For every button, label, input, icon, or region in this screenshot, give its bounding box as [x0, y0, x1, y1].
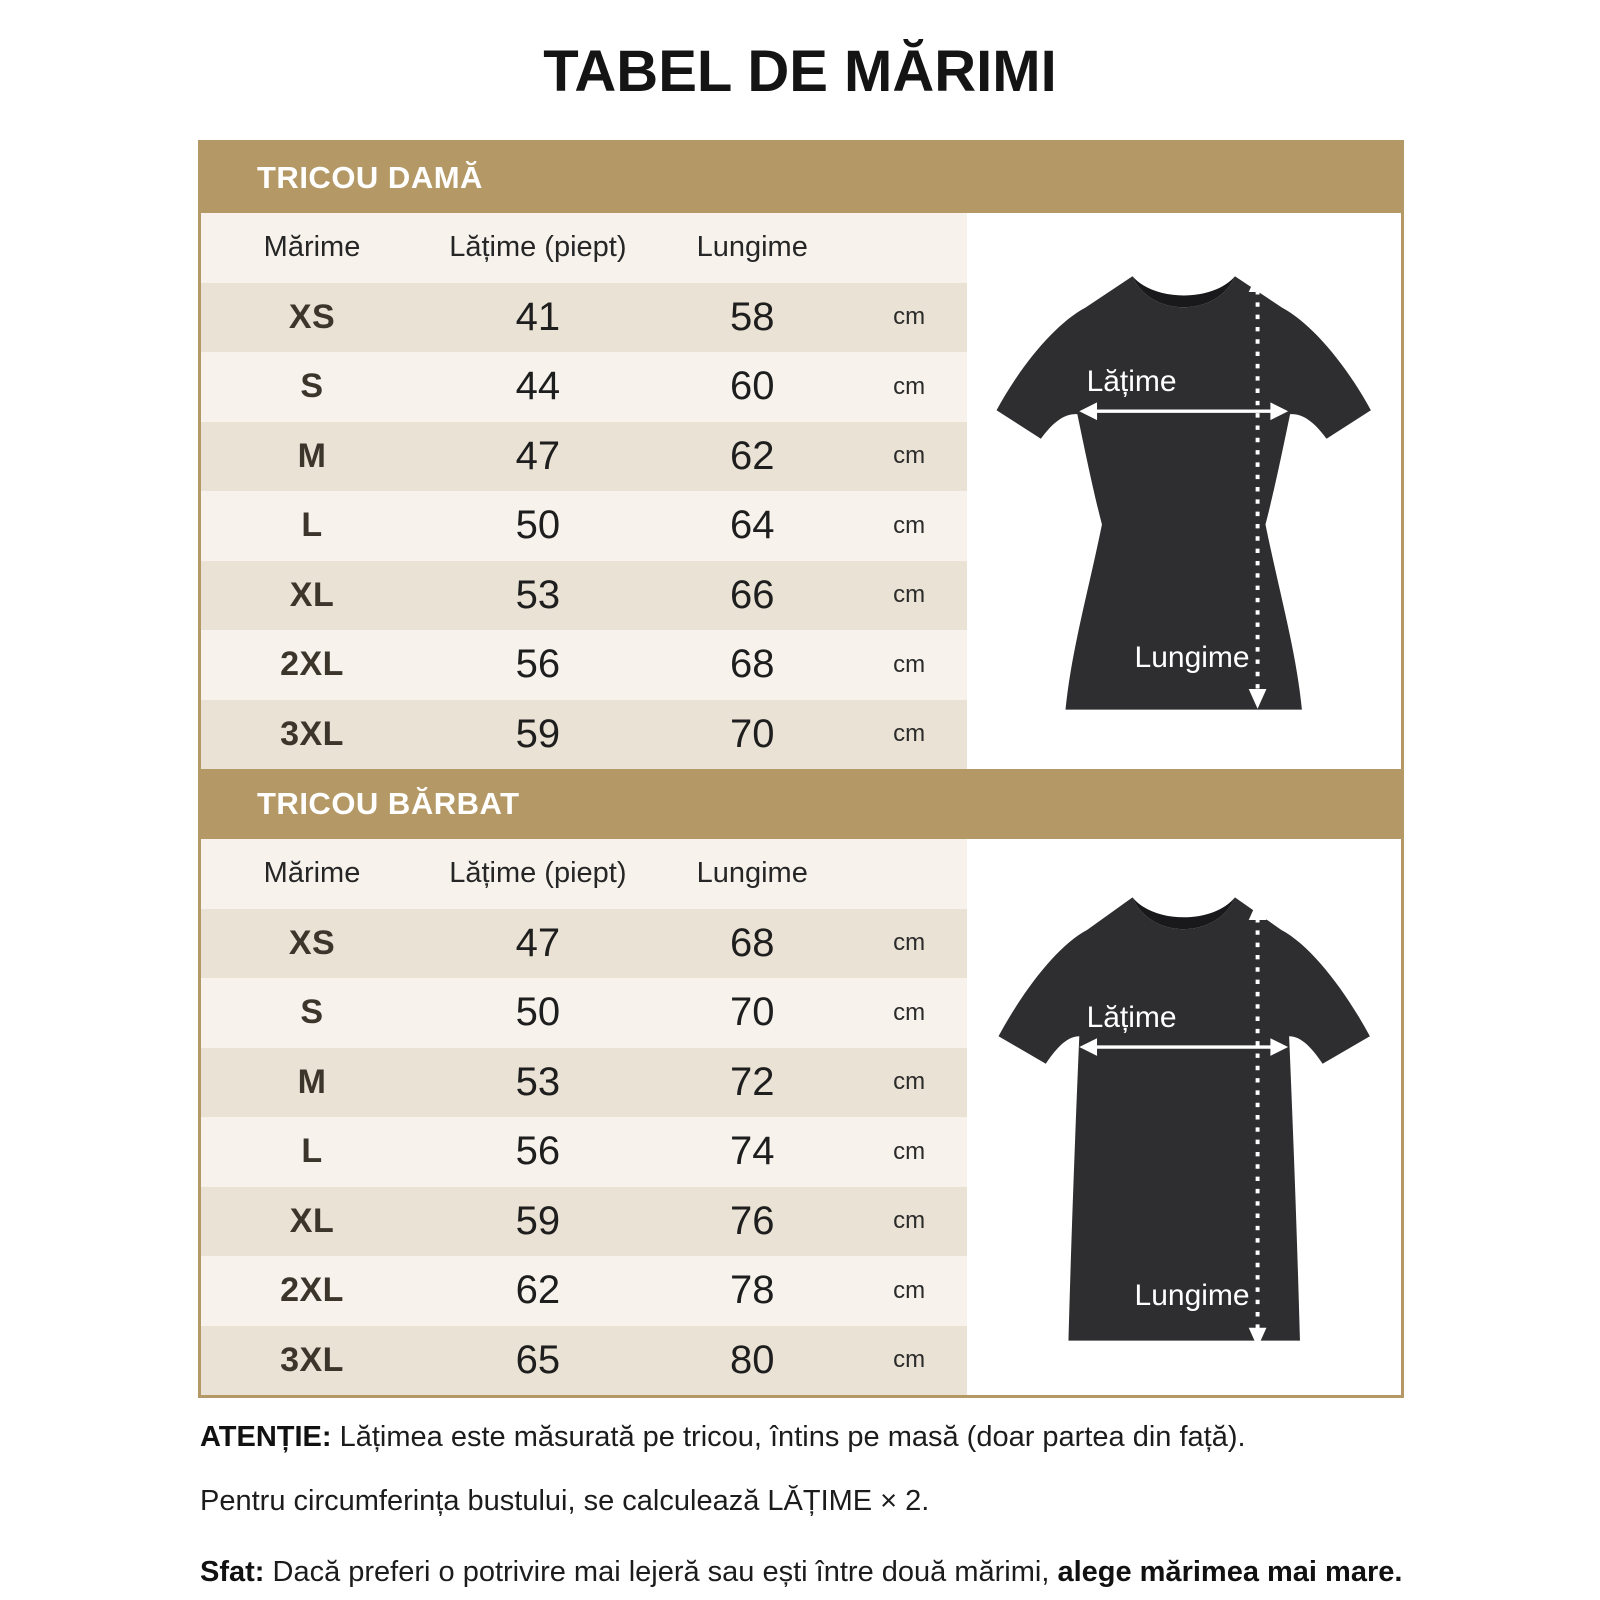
table-row	[201, 422, 967, 492]
table-row	[201, 978, 967, 1048]
length-cell: 62	[729, 433, 775, 478]
length-cell: 70	[729, 711, 775, 756]
width-cell: 62	[515, 1268, 561, 1313]
section-women	[201, 143, 1401, 769]
women-rows	[201, 213, 967, 769]
col-size: Mărime	[263, 857, 361, 890]
col-size: Mărime	[263, 231, 361, 264]
size-table	[198, 140, 1404, 1398]
column-header-row	[201, 839, 967, 909]
width-cell: 59	[515, 1198, 561, 1243]
tip-note: Sfat: Dacă preferi o potrivire mai lejeră sau ești între două mărimi, alege mărimea mai mare.	[200, 1556, 1403, 1588]
unit-cell: cm	[893, 442, 926, 470]
unit-cell: cm	[893, 511, 926, 539]
col-width: Lățime (piept)	[449, 231, 627, 264]
size-cell: XL	[289, 575, 335, 614]
table-row	[201, 1326, 967, 1396]
width-arrow-label: Lățime	[1086, 365, 1177, 398]
table-row	[201, 283, 967, 353]
unit-cell: cm	[893, 372, 926, 400]
width-arrow-label: Lățime	[1086, 1001, 1177, 1034]
table-row	[201, 909, 967, 979]
length-cell: 76	[729, 1198, 775, 1243]
size-cell: 3XL	[280, 1340, 344, 1379]
unit-cell: cm	[893, 929, 926, 957]
width-cell: 44	[515, 364, 561, 409]
size-cell: 2XL	[280, 645, 344, 684]
size-cell: L	[301, 506, 323, 545]
length-cell: 64	[729, 503, 775, 548]
width-cell: 56	[515, 1129, 561, 1174]
unit-cell: cm	[893, 1068, 926, 1096]
size-cell: XS	[288, 297, 336, 336]
unit-cell: cm	[893, 1276, 926, 1304]
col-length: Lungime	[696, 231, 808, 264]
page-title: TABEL DE MĂRIMI	[543, 39, 1057, 104]
section-header-women	[201, 143, 1401, 213]
length-cell: 60	[729, 364, 775, 409]
tip-label: Sfat:	[200, 1556, 265, 1588]
length-cell: 72	[729, 1059, 775, 1104]
men-tshirt-diagram	[967, 839, 1401, 1395]
length-arrow-label: Lungime	[1134, 641, 1250, 674]
footnotes	[200, 1420, 1450, 1589]
width-cell: 53	[515, 572, 561, 617]
tshirt-women-image	[967, 213, 1401, 769]
width-cell: 50	[515, 503, 561, 548]
table-row	[201, 1117, 967, 1187]
width-cell: 41	[515, 294, 561, 339]
length-arrow-label: Lungime	[1134, 1279, 1250, 1312]
length-cell: 58	[729, 294, 775, 339]
table-row	[201, 561, 967, 631]
attention-note: ATENȚIE: Lățimea este măsurată pe tricou, întins pe masă (doar partea din față).	[200, 1421, 1246, 1453]
table-row	[201, 1256, 967, 1326]
table-row	[201, 352, 967, 422]
section-men	[201, 769, 1401, 1395]
column-header-row	[201, 213, 967, 283]
col-length: Lungime	[696, 857, 808, 890]
size-cell: 3XL	[280, 714, 344, 753]
length-cell: 68	[729, 920, 775, 965]
length-cell: 80	[729, 1337, 775, 1382]
width-cell: 53	[515, 1059, 561, 1104]
unit-cell: cm	[893, 650, 926, 678]
table-row	[201, 700, 967, 770]
size-cell: M	[297, 1062, 327, 1101]
table-row	[201, 491, 967, 561]
unit-cell: cm	[893, 998, 926, 1026]
unit-cell: cm	[893, 1207, 926, 1235]
attention-label: ATENȚIE:	[200, 1421, 332, 1453]
section-title: TRICOU BĂRBAT	[257, 786, 520, 821]
length-cell: 78	[729, 1268, 775, 1313]
col-width: Lățime (piept)	[449, 857, 627, 890]
length-cell: 74	[729, 1129, 775, 1174]
size-cell: S	[300, 367, 324, 406]
size-cell: S	[300, 993, 324, 1032]
unit-cell: cm	[893, 720, 926, 748]
width-cell: 47	[515, 433, 561, 478]
length-cell: 70	[729, 990, 775, 1035]
table-row	[201, 1048, 967, 1118]
section-header-men	[201, 769, 1401, 839]
width-cell: 65	[515, 1337, 561, 1382]
length-cell: 66	[729, 572, 775, 617]
size-cell: XL	[289, 1201, 335, 1240]
width-cell: 47	[515, 920, 561, 965]
unit-cell: cm	[893, 581, 926, 609]
table-row	[201, 1187, 967, 1257]
width-cell: 56	[515, 642, 561, 687]
unit-cell: cm	[893, 303, 926, 331]
men-rows	[201, 839, 967, 1395]
unit-cell: cm	[893, 1137, 926, 1165]
size-cell: XS	[288, 923, 336, 962]
women-tshirt-diagram	[967, 213, 1401, 769]
size-cell: M	[297, 436, 327, 475]
length-cell: 68	[729, 642, 775, 687]
width-cell: 59	[515, 711, 561, 756]
attention-note-line2: Pentru circumferința bustului, se calculează LĂȚIME × 2.	[200, 1485, 930, 1517]
unit-cell: cm	[893, 1346, 926, 1374]
table-row	[201, 630, 967, 700]
width-cell: 50	[515, 990, 561, 1035]
size-cell: L	[301, 1132, 323, 1171]
size-cell: 2XL	[280, 1271, 344, 1310]
section-title: TRICOU DAMĂ	[257, 160, 483, 195]
